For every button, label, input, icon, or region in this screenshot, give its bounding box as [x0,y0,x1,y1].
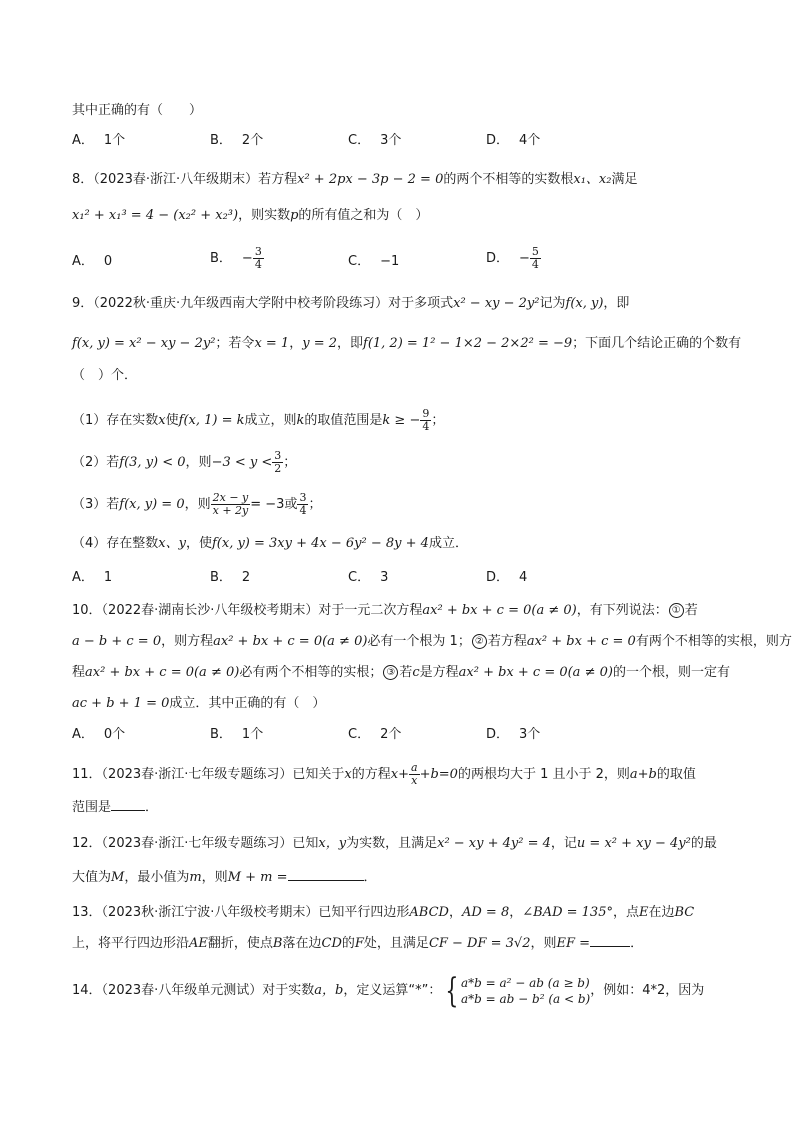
option-label: A． [72,570,94,585]
q9-function: f(x, y) [565,296,604,311]
q11-text: 范围是 [72,800,112,815]
q13-text: ，则 [530,936,557,951]
q10-eq: ax² + bx + c = 0(a ≠ 0) [458,665,613,680]
q8-var-p: p [290,208,299,223]
option-label: C． [348,133,371,148]
option-text: 1个 [103,133,126,148]
q9-text: ，则 [185,455,212,470]
q9-text: ； [308,497,322,512]
q8-d-fraction [530,246,541,271]
q13-text: 在边 [648,905,675,920]
q10-eq: ax² + bx + c = 0 [526,634,636,649]
option-label: C． [348,254,371,269]
q11-text: ． [145,800,159,815]
q11-eq-part: x+ [390,767,409,782]
q7-tail-text: 其中正确的有（ ） [72,103,203,118]
q10-var: c [412,665,420,680]
q9-eq: f(x, 1) = k [178,413,245,428]
q13-angle: ∠BAD = 135° [522,905,613,920]
option-label: D． [486,251,510,266]
option-label: A． [72,727,94,742]
q9-s3-fraction [211,492,251,517]
q8-text: 满足 [611,172,638,187]
q7-options [72,131,732,151]
q9-text: ，则 [184,497,211,512]
q10-option-a[interactable] [72,725,125,745]
q13-var: E [639,905,649,920]
option-text: 0个 [103,727,126,742]
q13-text: ， [448,905,462,920]
option-text: 1个 [241,727,264,742]
q10-text: 必有一个根为 1； [367,634,471,649]
q10-equation: ax² + bx + c = 0(a ≠ 0) [422,603,577,618]
q10-text: 若方程 [487,634,527,649]
q11-var: x [344,767,352,782]
q12-answer-blank[interactable] [288,868,364,881]
option-text: 4个 [519,133,541,148]
q9-statement-4 [72,534,732,554]
q11-text: 的两根均大于 1 且小于 2，则 [457,767,630,782]
q9-text: ； [283,455,297,470]
q12-line-2 [72,868,732,888]
q9-text: ，即 [337,336,364,351]
fraction-denominator: 4 [531,258,539,271]
option-text: 1 [103,570,113,585]
q10-line-1 [72,601,732,621]
q13-text: ， [509,905,523,920]
q8-condition-eq: x₁² + x₁³ = 4 − (x₂² + x₂³) [72,208,239,223]
option-label: A． [72,133,94,148]
fraction-denominator: 4 [254,258,262,271]
q13-var: B [272,936,283,951]
q13-text: 上，将平行四边形沿 [72,936,190,951]
q9-text: （1）存在实数 [72,413,159,428]
option-label: B． [210,570,232,585]
q9-text: ；若令 [215,336,255,351]
q9-eq: f(x, y) = 0 [119,497,185,512]
q13-text: 翻折，使点 [207,936,273,951]
fraction-denominator: 4 [422,420,430,433]
q11-line-1 [72,762,732,787]
q9-text: 记为 [539,296,566,311]
q9-option-b[interactable] [210,568,250,588]
q13-eq: CF − DF = 3√2 [428,936,531,951]
q9-option-a[interactable] [72,568,112,588]
q13-var: AE [189,936,208,951]
left-brace-icon: { [445,970,459,1011]
q10-options [72,725,732,745]
q9-range: −3 < y < [211,455,273,470]
q9-options [72,568,732,588]
option-label: B． [210,251,232,266]
q10-option-b[interactable] [210,725,263,745]
option-label: A． [72,254,94,269]
option-label: C． [348,570,371,585]
q10-text: 有两个不相等的实根，则方 [635,634,792,649]
circled-number-3: ③ [383,665,398,680]
q13-text: 处，且满足 [363,936,429,951]
q11-fraction [409,762,420,787]
fraction-denominator: x + 2y [212,504,249,517]
fraction-numerator: 2x − y [212,491,249,504]
q9-text: 使 [165,413,179,428]
fraction-denominator: x [411,774,418,787]
q14-case-1: a*b = a² − ab (a ≥ b) [460,975,590,990]
q9-text: ，使 [185,536,212,551]
q7-option-c[interactable] [348,131,401,151]
q9-eq: f(3, y) < 0 [119,455,186,470]
option-text: 2个 [241,133,264,148]
q12-text: ，记 [550,836,577,851]
q13-line-2 [72,934,732,954]
q12-eq: x² − xy + 4y² = 4 [437,836,551,851]
option-text: 3个 [380,133,402,148]
q13-text: ． [630,936,644,951]
option-text: 0 [103,254,113,269]
q13-eq: AD = 8 [461,905,510,920]
q9-eq: f(x, y) = 3xy + 4x − 6y² − 8y + 4 [211,536,429,551]
q9-text: 成立，则 [244,413,297,428]
q12-eq: M + m = [227,870,288,885]
q11-var: a+b [629,767,657,782]
q12-eq: u = x² + xy − 4y² [576,836,691,851]
q10-text: ，则方程 [161,634,214,649]
fraction-numerator: a [411,761,418,774]
q9-s1-fraction [420,408,431,433]
q8-source: 8．（2023春·浙江·八年级期末）若方程 [72,172,298,187]
q9-statement-3 [72,492,732,517]
q10-text: ，有下列说法： [576,603,668,618]
q9-s2-fraction [272,450,283,475]
q10-option-c[interactable] [348,725,401,745]
q12-vars: x，y [318,836,347,851]
q14-cases [461,975,590,1007]
q8-condition [72,206,732,226]
q11-source: 11．（2023春·浙江·七年级专题练习）已知关于 [72,767,345,782]
q11-text: 的取值 [656,767,696,782]
q9-text: 的取值范围是 [304,413,383,428]
option-text: 2个 [380,727,402,742]
q9-text: ，即 [603,296,630,311]
q13-var: BC [674,905,695,920]
q10-text: 若 [399,665,413,680]
q8-option-c[interactable] [348,252,399,272]
q12-var: m [189,870,202,885]
q9-var: x [158,413,166,428]
q7-option-d[interactable] [486,131,540,151]
option-text: 3个 [519,727,541,742]
q13-text: ，点 [612,905,639,920]
option-text: − [241,251,253,266]
q9-definition [72,334,742,354]
circled-number-2: ② [472,634,487,649]
q8-option-d[interactable] [486,246,541,271]
q9-polynomial: x² − xy − 2y² [453,296,540,311]
q12-text: 的最 [690,836,717,851]
q10-text: 若 [684,603,698,618]
q9-text: ； [431,413,445,428]
fraction-numerator: 3 [299,491,307,504]
q11-text: 的方程 [351,767,391,782]
q10-line-2 [72,632,792,652]
q10-eq: ax² + bx + c = 0(a ≠ 0) [213,634,368,649]
q9-text: （4）存在整数 [72,536,159,551]
q14-text: ，定义运算“*”： [343,983,442,998]
option-label: C． [348,727,371,742]
option-label: B． [210,133,232,148]
q9-text: ， [289,336,303,351]
q12-text: 大值为 [72,870,112,885]
q14-line-1 [72,971,732,1011]
q8-text: 的两个不相等的实数根 [443,172,574,187]
q9-s3b-fraction [297,492,308,517]
q8-option-a[interactable] [72,252,112,272]
option-label: D． [486,133,510,148]
q10-text: 的一个根，则一定有 [612,665,730,680]
q13-text: 的 [341,936,355,951]
q8-roots: x₁、x₂ [573,172,612,187]
q9-option-c[interactable] [348,568,388,588]
q11-eq-part: +b=0 [419,767,458,782]
q9-range: k ≥ − [382,413,421,428]
fraction-numerator: 9 [422,407,430,420]
q8-text: ，则实数 [238,208,291,223]
q13-eq: EF = [556,936,591,951]
q9-x-value: x = 1 [254,336,290,351]
q8-text: 的所有值之和为（ ） [298,208,429,223]
q9-option-d[interactable] [486,568,527,588]
q8-options [72,245,732,272]
q8-b-fraction [253,246,264,271]
q10-eq: ax² + bx + c = 0(a ≠ 0) [85,665,240,680]
option-text: − [519,251,530,266]
option-label: D． [486,570,510,585]
q9-calc: f(1, 2) = 1² − 1×2 − 2×2² = −9 [363,336,573,351]
fraction-numerator: 5 [531,245,539,258]
q13-source: 13．（2023秋·浙江宁波·八年级校考期末）已知平行四边形 [72,905,410,920]
q9-paren-text: （ ）个． [72,368,138,383]
q9-def-eq: f(x, y) = x² − xy − 2y² [72,336,216,351]
q13-line-1 [72,903,732,923]
fraction-numerator: 3 [254,245,262,258]
option-label: D． [486,727,510,742]
fraction-denominator: 2 [274,462,282,475]
q8-option-b[interactable] [210,246,264,271]
q12-text: ． [363,870,377,885]
q8-equation: x² + 2px − 3p − 2 = 0 [297,172,444,187]
fraction-numerator: 3 [274,449,282,462]
q9-y-value: y = 2 [302,336,337,351]
q8-stem [72,170,732,190]
q13-text: 落在边 [282,936,322,951]
q12-line-1 [72,834,732,854]
q10-text: 必有两个不相等的实根； [239,665,383,680]
q7-option-b[interactable] [210,131,263,151]
q10-eq: ac + b + 1 = 0 [72,696,170,711]
q9-statement-1 [72,408,732,433]
q9-statement-2 [72,450,732,475]
q9-stem [72,294,732,314]
q11-answer-blank[interactable] [111,798,145,811]
q10-text: 是方程 [419,665,459,680]
q12-text: ，最小值为 [124,870,190,885]
q11-line-2 [72,798,732,818]
q13-var: ABCD [409,905,449,920]
q7-tail [72,101,732,121]
q9-paren [72,366,732,386]
q9-text: （3）若 [72,497,120,512]
option-text: 3 [380,570,389,585]
q14-text: ，例如：4*2，因为 [590,983,705,998]
fraction-denominator: 4 [299,504,307,517]
q9-result: = −3或 [250,497,298,512]
q14-vars: a，b [314,983,344,998]
option-label: B． [210,727,232,742]
q10-line-4 [72,694,732,714]
q10-source: 10．（2022春·湖南长沙·八年级校考期末）对于一元二次方程 [72,603,423,618]
q9-source: 9．（2022秋·重庆·九年级西南大学附中校考阶段练习）对于多项式 [72,296,454,311]
q9-vars: x、y [158,536,186,551]
q10-line-3 [72,663,732,683]
q13-var: F [354,936,364,951]
q10-eq: a − b + c = 0 [72,634,162,649]
circled-number-1: ① [669,603,684,618]
q12-text: 为实数，且满足 [346,836,438,851]
q13-var: CD [321,936,342,951]
q13-answer-blank[interactable] [590,934,630,947]
q12-var: M [111,870,125,885]
q12-source: 12．（2023春·浙江·七年级专题练习）已知 [72,836,319,851]
q14-case-2: a*b = ab − b² (a < b) [460,991,591,1006]
option-text: 2 [241,570,251,585]
q14-source: 14．（2023春·八年级单元测试）对于实数 [72,983,315,998]
q10-option-d[interactable] [486,725,540,745]
q12-text: ，则 [201,870,228,885]
q9-text: （2）若 [72,455,120,470]
option-text: −1 [380,254,400,269]
q10-text: 程 [72,665,86,680]
q9-text: ；下面几个结论正确的个数有 [572,336,742,351]
q9-text: 成立． [428,536,468,551]
q7-option-a[interactable] [72,131,125,151]
q10-text: 成立．其中正确的有（ ） [169,696,326,711]
q9-var: k [296,413,305,428]
option-text: 4 [519,570,528,585]
q14-piecewise [441,970,591,1011]
